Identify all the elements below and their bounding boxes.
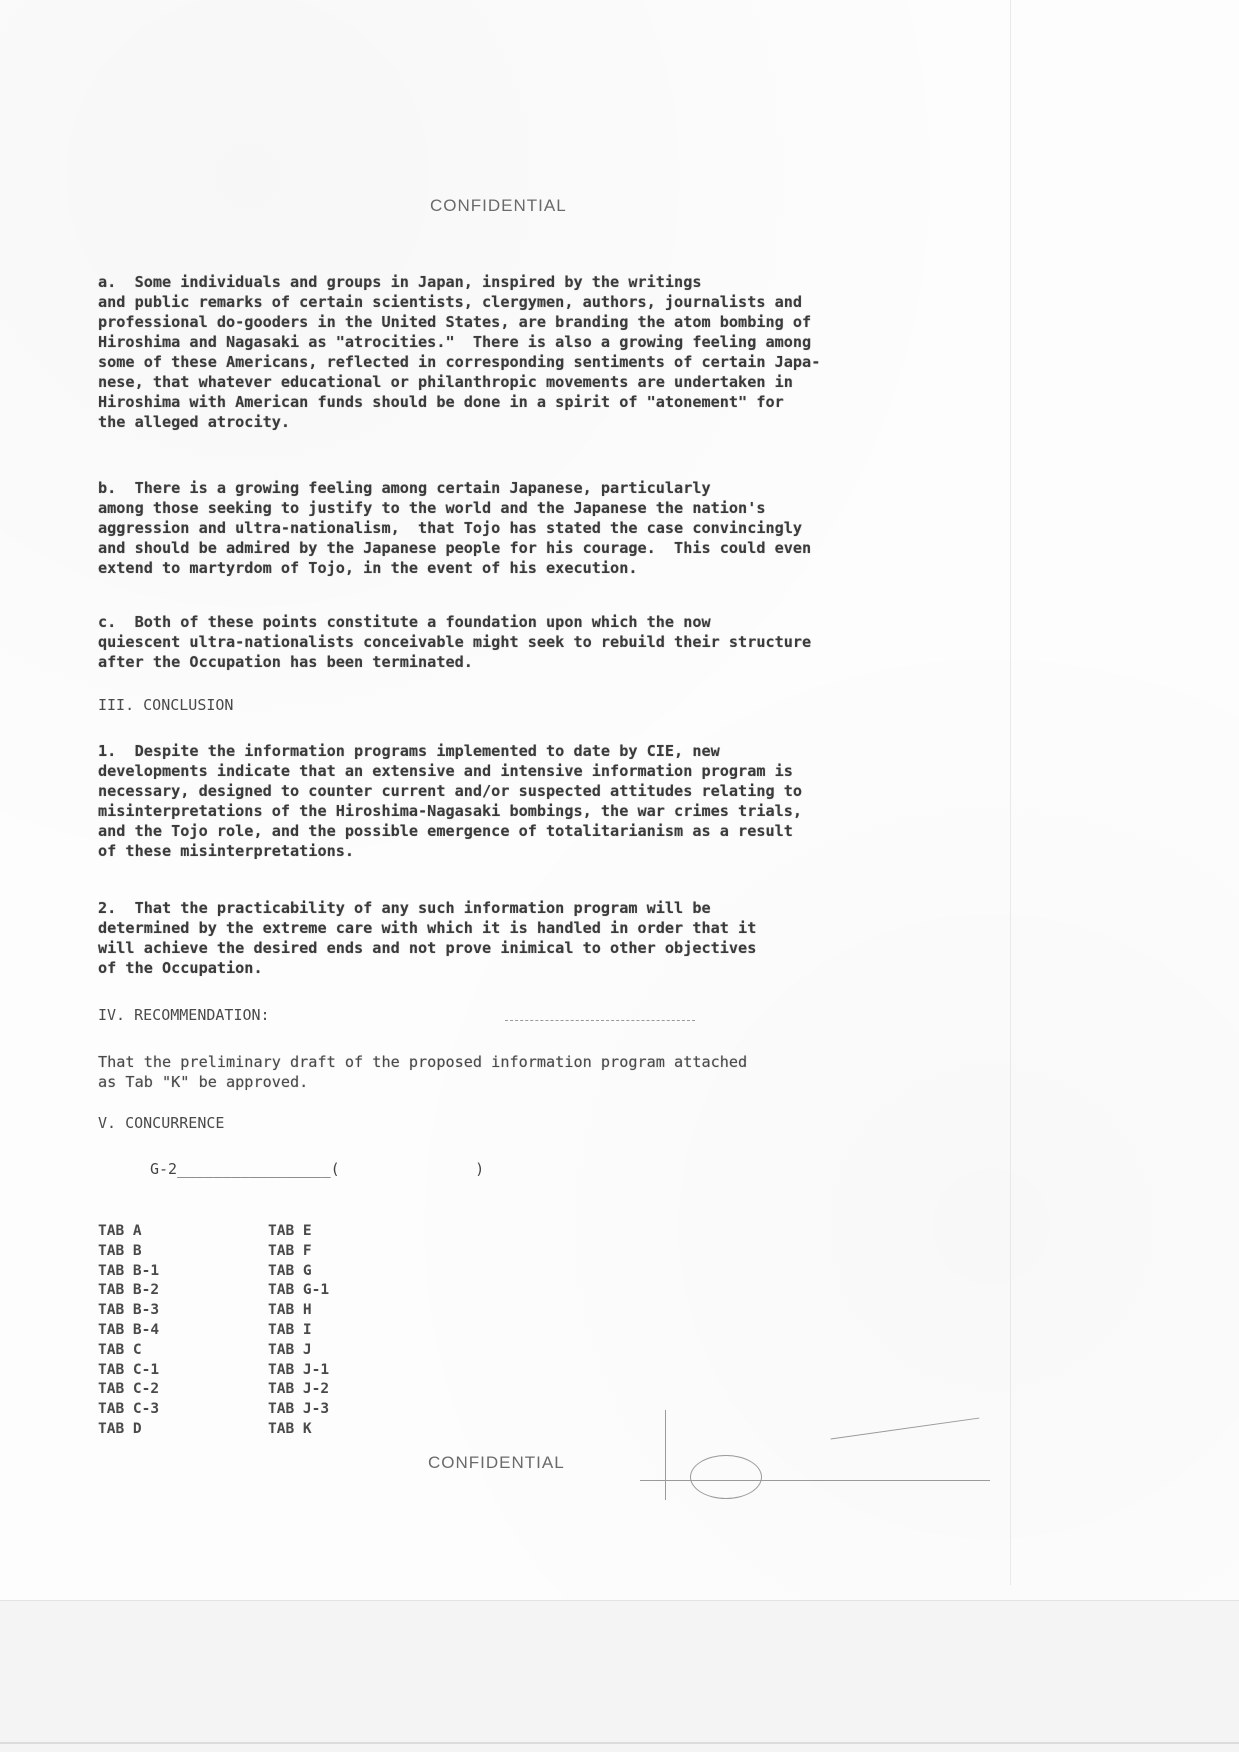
tab-item: TAB A <box>98 1223 142 1239</box>
paragraph-c: c. Both of these points constitute a foundation upon which the now quiescent ultra-nationalists conceivable might seek to rebuild their structure after the Occupation has been terminated. <box>98 613 812 671</box>
paragraph-recommendation: That the preliminary draft of the proposed information program attached as Tab "K" be approved. <box>98 1053 748 1091</box>
tab-item: TAB E <box>268 1223 312 1239</box>
pencil-mark <box>665 1410 667 1500</box>
paragraph-2: 2. That the practicability of any such information program will be determined by the extreme care with which it is handled in order that it will achieve the desired ends and not prove inimical to other objectives of the Occupation. <box>98 899 757 977</box>
tab-item: TAB C-2 <box>98 1381 160 1398</box>
tab-item: TAB C-3 <box>98 1401 160 1418</box>
tab-item: TAB I <box>268 1321 312 1338</box>
tab-item: TAB B-2 <box>98 1282 160 1299</box>
tab-item: TAB J-2 <box>268 1381 330 1398</box>
tab-item: TAB F <box>268 1242 312 1259</box>
tab-item: TAB H <box>268 1302 312 1319</box>
tab-item: TAB G-1 <box>268 1282 330 1299</box>
section-heading-recommendation: IV. RECOMMENDATION: <box>98 1006 270 1024</box>
tab-item: TAB K <box>268 1420 312 1437</box>
pencil-mark-line <box>505 1020 695 1021</box>
scanner-bed-margin <box>0 1600 1239 1752</box>
tab-list-right <box>268 1222 329 1440</box>
classification-header: CONFIDENTIAL <box>430 196 567 215</box>
tab-item: TAB J-1 <box>268 1361 330 1378</box>
tab-list-left <box>98 1222 159 1440</box>
tab-item: TAB C-1 <box>98 1361 160 1378</box>
tab-item: TAB D <box>98 1420 142 1437</box>
classification-footer: CONFIDENTIAL <box>428 1453 565 1472</box>
paragraph-1: 1. Despite the information programs implemented to date by CIE, new developments indicate that an extensive and intensive information program is necessary, designed to counter current and/or suspected attitudes relating to misinterpretations of the Hiroshima-Nagasaki bombings, the war crimes trials, and the Tojo role, and the possible emergence of totalitarianism as a result of these misinterpretations. <box>98 742 803 860</box>
tab-item: TAB J <box>268 1341 312 1358</box>
section-heading-concurrence: V. CONCURRENCE <box>98 1114 225 1132</box>
concurrence-signature-line: G-2_________________( ) <box>150 1160 485 1178</box>
pencil-scribble <box>690 1455 762 1499</box>
paragraph-b: b. There is a growing feeling among certain Japanese, particularly among those seeking to justify to the world and the Japanese the nation's aggression and ultra-nationalism, that Tojo has stated the case convincingly and should be admired by the Japanese people for his courage. This could even extend to martyrdom of Tojo, in the event of his execution. <box>98 479 812 577</box>
paragraph-a: a. Some individuals and groups in Japan, inspired by the writings and public remarks of certain scientists, clergymen, authors, journalists and professional do-gooders in the United States, are branding the atom bombing of Hiroshima and Nagasaki as "atrocities." There is also a growing feeling among some of these Americans, reflected in corresponding sentiments of certain Japa- nese, that whatever educational or philanthropic movements are undertaken in Hiroshima with American funds should be done in a spirit of "atonement" for the alleged atrocity. <box>98 273 821 431</box>
scanner-edge-line <box>0 1742 1239 1744</box>
tab-item: TAB C <box>98 1341 142 1358</box>
tab-item: TAB G <box>268 1262 312 1279</box>
tab-item: TAB B-1 <box>98 1262 160 1279</box>
tab-item: TAB B-3 <box>98 1302 160 1319</box>
tab-item: TAB B <box>98 1242 142 1259</box>
section-heading-conclusion: III. CONCLUSION <box>98 696 234 714</box>
tab-item: TAB J-3 <box>268 1401 330 1418</box>
tab-item: TAB B-4 <box>98 1321 160 1338</box>
